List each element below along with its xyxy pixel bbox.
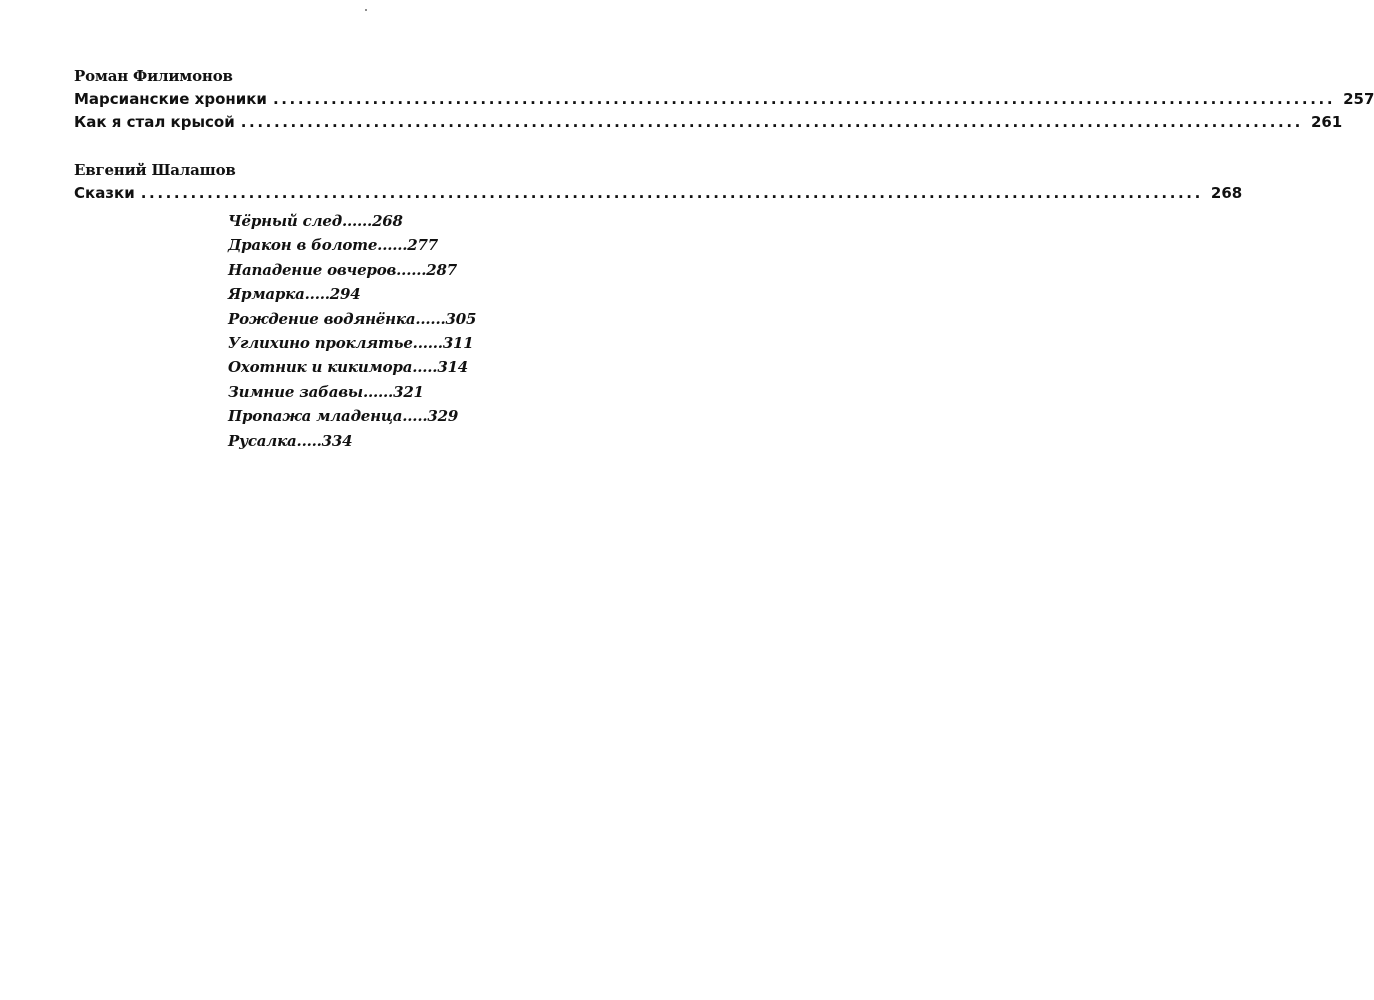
sub-entry: Чёрный след......268 [228,212,403,230]
sub-entry: Углихино проклятье......311 [228,334,474,353]
sub-entries-list [228,209,476,453]
toc-entry-page: 261 [1310,113,1343,131]
sub-entry: Охотник и кикимора.....314 [228,358,469,377]
dot-leader: ................................................................................................................................ [272,90,1336,108]
dot-leader: ................................................................................................................................ [240,113,1303,131]
sub-entry: Пропажа младенца.....329 [228,407,459,426]
sub-entry: Зимние забавы......321 [228,382,424,401]
print-speck [365,9,367,11]
toc-entry [74,88,1374,110]
toc-entry-page: 268 [1210,184,1243,202]
toc-entry-title: Сказки [74,184,135,202]
author-name: Евгений Шалашов [74,161,236,179]
toc-entry-title: Марсианские хроники [74,90,267,108]
sub-entry: Дракон в болоте......277 [228,236,439,255]
toc-entry [74,111,1343,133]
author-name: Роман Филимонов [74,67,233,85]
dot-leader: ................................................................................................................................ [140,184,1203,202]
sub-entry: Рождение водянёнка......305 [228,309,477,328]
toc-entry-page: 257 [1343,90,1374,108]
sub-entry: Нападение овчеров......287 [228,260,458,279]
sub-entry: Русалка.....334 [228,431,353,450]
toc-entry-title: Как я стал крысой [74,113,235,131]
toc-entry [74,182,1243,204]
sub-entry: Ярмарка.....294 [228,285,361,304]
